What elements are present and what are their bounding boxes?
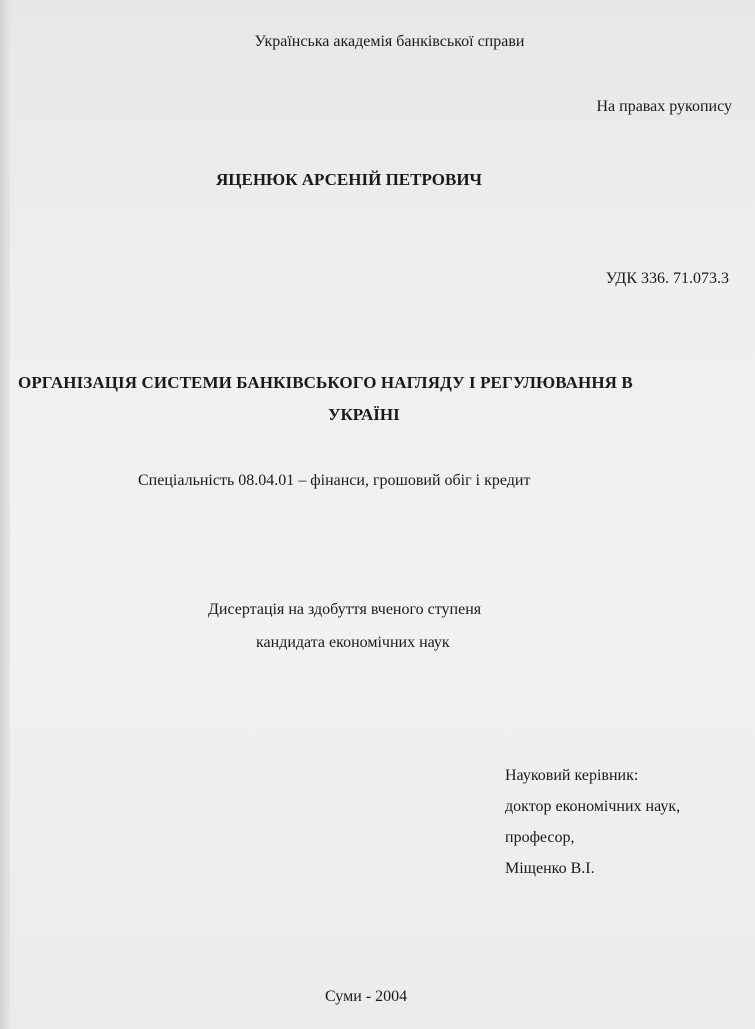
manuscript-note: На правах рукопису (596, 98, 732, 115)
supervisor-label: Науковий керівник: (505, 767, 639, 784)
supervisor-rank: професор, (505, 829, 575, 846)
supervisor-block (505, 760, 680, 884)
dissertation-title-line1: ОРГАНІЗАЦІЯ СИСТЕМИ БАНКІВСЬКОГО НАГЛЯДУ І РЕГУЛЮВАННЯ В (18, 373, 633, 392)
supervisor-degree: доктор економічних наук, (505, 798, 681, 815)
supervisor-name: Міщенко В.І. (505, 860, 595, 877)
place-year: Суми - 2004 (325, 988, 408, 1005)
specialty-line: Спеціальність 08.04.01 – фінанси, грошовий обіг і кредит (138, 472, 531, 489)
dissertation-title-line2: УКРАЇНІ (328, 405, 400, 424)
institution-name: Українська академія банківської справи (254, 33, 525, 50)
author-name: ЯЦЕНЮК АРСЕНІЙ ПЕТРОВИЧ (216, 170, 483, 189)
udc-code: УДК 336. 71.073.3 (605, 270, 729, 287)
page-edge-shadow (0, 0, 10, 1029)
degree-line2: кандидата економічних наук (256, 634, 450, 651)
degree-line1: Дисертація на здобуття вченого ступеня (208, 601, 482, 618)
